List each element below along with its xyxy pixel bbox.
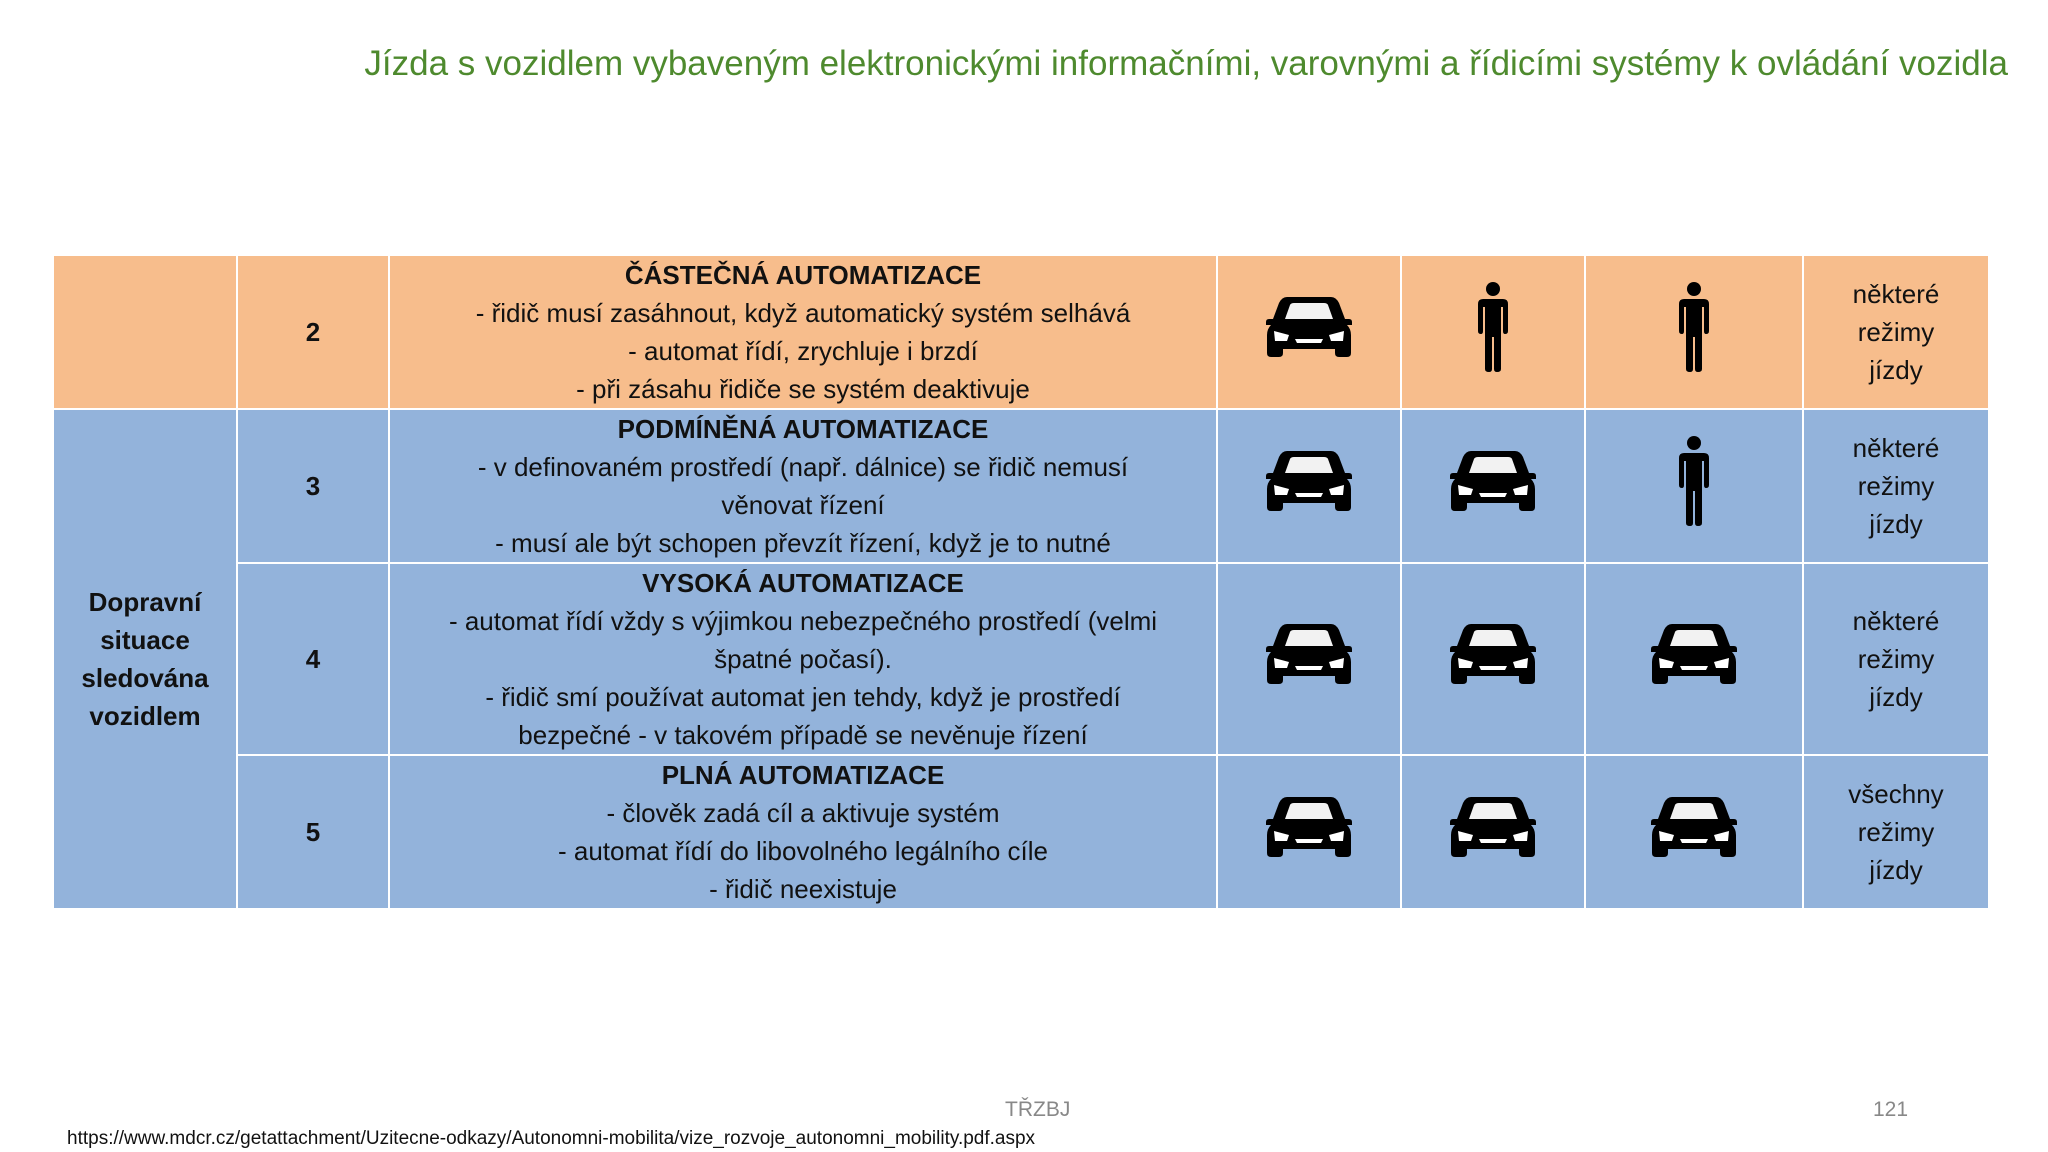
driving-modes-line: jízdy — [1869, 855, 1923, 885]
description-line: - při zásahu řidiče se systém deaktivuje — [576, 374, 1030, 404]
driving-modes-line: režimy — [1857, 471, 1935, 501]
situation-label-line: vozidlem — [89, 701, 201, 731]
level-row-4 — [53, 563, 1989, 755]
driving-modes-line: jízdy — [1869, 355, 1923, 385]
car-icon — [1650, 618, 1738, 700]
driving-modes-line: režimy — [1857, 644, 1935, 674]
page-number: 121 — [1873, 1098, 1909, 1121]
level-row-2 — [53, 255, 1989, 409]
description-line: - řidič smí používat automat jen tehdy, když je prostředí — [485, 682, 1121, 712]
level-row-3 — [53, 409, 1989, 563]
agent-cell — [1401, 255, 1585, 409]
agent-cell — [1585, 255, 1803, 409]
level-description — [389, 255, 1217, 409]
car-icon — [1265, 791, 1353, 873]
footer-label: TŘZBJ — [1005, 1098, 1071, 1121]
description-line: - člověk zadá cíl a aktivuje systém — [606, 798, 1000, 828]
driving-modes-line: režimy — [1857, 817, 1935, 847]
situation-label-line: sledována — [81, 663, 209, 693]
agent-cell — [1585, 563, 1803, 755]
empty-situation-cell — [53, 255, 237, 409]
person-icon — [1676, 435, 1712, 537]
driving-modes-cell — [1803, 255, 1989, 409]
description-line: - v definovaném prostředí (např. dálnice) se řidič nemusí — [477, 452, 1129, 482]
level-heading: PODMÍNĚNÁ AUTOMATIZACE — [617, 414, 989, 444]
level-description — [389, 409, 1217, 563]
driving-modes-line: jízdy — [1869, 682, 1923, 712]
driving-modes-line: některé — [1852, 279, 1940, 309]
situation-label-line: situace — [100, 625, 190, 655]
person-icon — [1475, 281, 1511, 383]
agent-cell — [1401, 563, 1585, 755]
description-line: špatné počasí). — [714, 644, 892, 674]
driving-modes-cell — [1803, 755, 1989, 909]
agent-cell — [1585, 755, 1803, 909]
driving-modes-cell — [1803, 409, 1989, 563]
source-url: https://www.mdcr.cz/getattachment/Uzitecne-odkazy/Autonomni-mobilita/vize_rozvoje_autonomni_mobility.pdf.aspx — [67, 1128, 1036, 1149]
car-icon — [1449, 791, 1537, 873]
driving-modes-line: jízdy — [1869, 509, 1923, 539]
description-line: - automat řídí, zrychluje i brzdí — [628, 336, 978, 366]
agent-cell — [1217, 563, 1401, 755]
car-icon — [1265, 618, 1353, 700]
car-icon — [1449, 445, 1537, 527]
description-line: - automat řídí vždy s výjimkou nebezpečného prostředí (velmi — [448, 606, 1158, 636]
level-heading: VYSOKÁ AUTOMATIZACE — [642, 568, 964, 598]
situation-cell — [53, 409, 237, 909]
agent-cell — [1401, 409, 1585, 563]
driving-modes-cell — [1803, 563, 1989, 755]
level-description — [389, 755, 1217, 909]
person-icon — [1676, 281, 1712, 383]
description-line: - řidič neexistuje — [709, 874, 897, 904]
level-number: 4 — [237, 563, 389, 755]
level-heading: ČÁSTEČNÁ AUTOMATIZACE — [624, 260, 982, 290]
agent-cell — [1217, 409, 1401, 563]
level-number: 5 — [237, 755, 389, 909]
driving-modes-line: všechny — [1848, 779, 1944, 809]
driving-modes-line: režimy — [1857, 317, 1935, 347]
level-row-5 — [53, 755, 1989, 909]
level-number: 2 — [237, 255, 389, 409]
car-icon — [1265, 291, 1353, 373]
description-line: - musí ale být schopen převzít řízení, když je to nutné — [495, 528, 1111, 558]
description-line: bezpečné - v takovém případě se nevěnuje řízení — [518, 720, 1088, 750]
car-icon — [1650, 791, 1738, 873]
automation-levels-table — [52, 254, 1990, 910]
agent-cell — [1401, 755, 1585, 909]
level-number: 3 — [237, 409, 389, 563]
situation-label-line: Dopravní — [88, 587, 202, 617]
agent-cell — [1585, 409, 1803, 563]
level-heading: PLNÁ AUTOMATIZACE — [661, 760, 945, 790]
car-icon — [1265, 445, 1353, 527]
driving-modes-line: některé — [1852, 433, 1940, 463]
slide-title: Jízda s vozidlem vybaveným elektronickými informačními, varovnými a řídicími systémy k ovládání vozidla — [364, 44, 2008, 83]
level-description — [389, 563, 1217, 755]
agent-cell — [1217, 255, 1401, 409]
description-line: - automat řídí do libovolného legálního cíle — [558, 836, 1048, 866]
description-line: věnovat řízení — [721, 490, 885, 520]
description-line: - řidič musí zasáhnout, když automatický systém selhává — [475, 298, 1131, 328]
car-icon — [1449, 618, 1537, 700]
agent-cell — [1217, 755, 1401, 909]
driving-modes-line: některé — [1852, 606, 1940, 636]
